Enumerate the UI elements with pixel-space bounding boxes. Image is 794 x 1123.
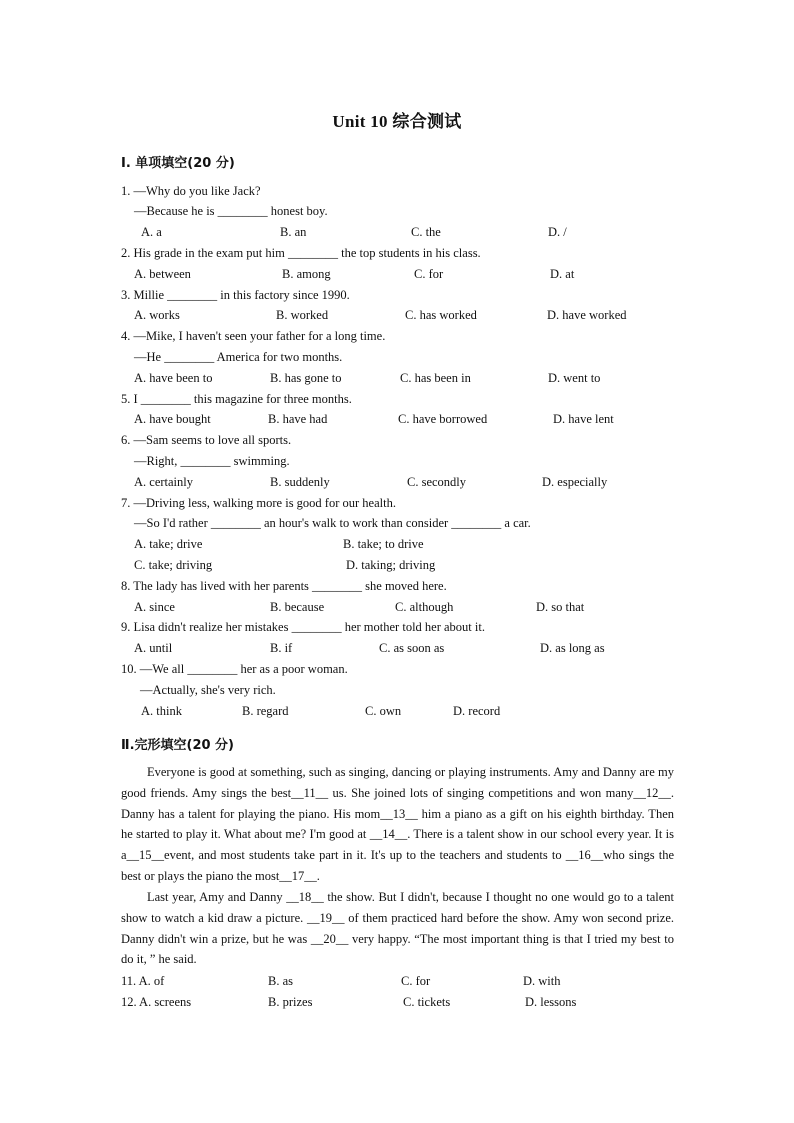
question-9-option-b: B. if: [270, 641, 293, 655]
question-5-stem: 5. I ________ this magazine for three months.: [121, 392, 352, 406]
question-1-option-b: B. an: [280, 225, 307, 239]
question-3-stem: 3. Millie ________ in this factory since 1990.: [121, 288, 350, 302]
section-heading-cloze: Ⅱ.完形填空(20 分): [121, 738, 235, 753]
question-6-option-a: A. certainly: [134, 475, 194, 489]
question-2-option-b: B. among: [282, 267, 331, 281]
question-8-option-b: B. because: [270, 600, 325, 614]
question-7-stem-line2: —So I'd rather ________ an hour's walk to work than consider ________ a car.: [134, 516, 531, 530]
question-12-option-b: B. prizes: [268, 995, 313, 1009]
question-11-option-b: B. as: [268, 974, 293, 988]
question-10-option-d: D. record: [453, 704, 501, 718]
question-8-option-a: A. since: [134, 600, 175, 614]
question-7-option-c: C. take; driving: [134, 558, 213, 572]
question-5-option-b: B. have had: [268, 412, 328, 426]
page-title: Unit 10 综合测试: [332, 112, 462, 131]
question-6-stem: 6. —Sam seems to love all sports.: [121, 433, 292, 447]
question-3-option-b: B. worked: [276, 308, 329, 322]
question-10-option-c: C. own: [365, 704, 402, 718]
question-10-stem-line2: —Actually, she's very rich.: [140, 683, 276, 697]
question-5-option-c: C. have borrowed: [398, 412, 488, 426]
question-4-stem: 4. —Mike, I haven't seen your father for a long time.: [121, 329, 386, 343]
question-6-option-b: B. suddenly: [270, 475, 330, 489]
question-4-option-d: D. went to: [548, 371, 601, 385]
question-10-stem: 10. —We all ________ her as a poor woman.: [121, 662, 348, 676]
cloze-paragraph-2: Last year, Amy and Danny __18__ the show. But I didn't, because I thought no one would go to a talent show to watch a kid draw a picture. __19__ of them practiced hard before the show. Amy won second prize. Danny didn't win a prize, but he was __20__ very happy. “The most important thing is that I tried my best to do it, ” he said.: [121, 890, 674, 967]
question-9-option-c: C. as soon as: [379, 641, 445, 655]
question-9-option-a: A. until: [134, 641, 173, 655]
question-7-option-a: A. take; drive: [134, 537, 203, 551]
question-1-stem-line2: —Because he is ________ honest boy.: [134, 204, 328, 218]
question-2-option-c: C. for: [414, 267, 444, 281]
question-7-stem: 7. —Driving less, walking more is good for our health.: [121, 496, 396, 510]
question-7-option-d: D. taking; driving: [346, 558, 436, 572]
question-11-option-a: 11. A. of: [121, 974, 165, 988]
question-7-option-b: B. take; to drive: [343, 537, 424, 551]
question-10-option-a: A. think: [141, 704, 182, 718]
question-1-option-a: A. a: [141, 225, 162, 239]
question-5-option-a: A. have bought: [134, 412, 211, 426]
question-1-option-c: C. the: [411, 225, 441, 239]
question-3-option-a: A. works: [134, 308, 180, 322]
cloze-paragraph-1: Everyone is good at something, such as singing, dancing or playing instruments. Amy and Danny are my good friends. Amy sings the best__11__ us. She joined lots of singing competitions and won many__12__. Danny has a talent for playing the piano. His mom__13__ him a piano as a gift on his eighth birthday. Then he started to play it. What about me? I'm good at __14__. There is a talent show in our school every year. It is a__15__event, and most students take part in it. It's up to the teachers and students to __16__who sings the best or plays the piano the most__17__.: [121, 765, 674, 883]
question-11-option-d: D. with: [523, 974, 561, 988]
question-1-stem: 1. —Why do you like Jack?: [121, 184, 261, 198]
question-12-option-c: C. tickets: [403, 995, 451, 1009]
question-12-option-a: 12. A. screens: [121, 995, 192, 1009]
question-2-option-d: D. at: [550, 267, 575, 281]
question-10-option-b: B. regard: [242, 704, 289, 718]
question-9-stem: 9. Lisa didn't realize her mistakes ________ her mother told her about it.: [121, 620, 485, 634]
question-12-option-d: D. lessons: [525, 995, 577, 1009]
question-6-option-c: C. secondly: [407, 475, 467, 489]
question-8-option-d: D. so that: [536, 600, 585, 614]
question-6-stem-line2: —Right, ________ swimming.: [134, 454, 290, 468]
question-2-option-a: A. between: [134, 267, 191, 281]
question-4-stem-line2: —He ________ America for two months.: [134, 350, 343, 364]
question-2-stem: 2. His grade in the exam put him ________ the top students in his class.: [121, 246, 481, 260]
question-8-stem: 8. The lady has lived with her parents ________ she moved here.: [121, 579, 447, 593]
question-1-option-d: D. /: [548, 225, 567, 239]
question-8-option-c: C. although: [395, 600, 454, 614]
question-4-option-a: A. have been to: [134, 371, 213, 385]
question-3-option-c: C. has worked: [405, 308, 477, 322]
question-4-option-b: B. has gone to: [270, 371, 342, 385]
question-9-option-d: D. as long as: [540, 641, 605, 655]
question-6-option-d: D. especially: [542, 475, 608, 489]
section-heading-single-choice: Ⅰ. 单项填空(20 分): [121, 156, 235, 171]
question-5-option-d: D. have lent: [553, 412, 614, 426]
question-3-option-d: D. have worked: [547, 308, 627, 322]
question-11-option-c: C. for: [401, 974, 431, 988]
question-4-option-c: C. has been in: [400, 371, 471, 385]
